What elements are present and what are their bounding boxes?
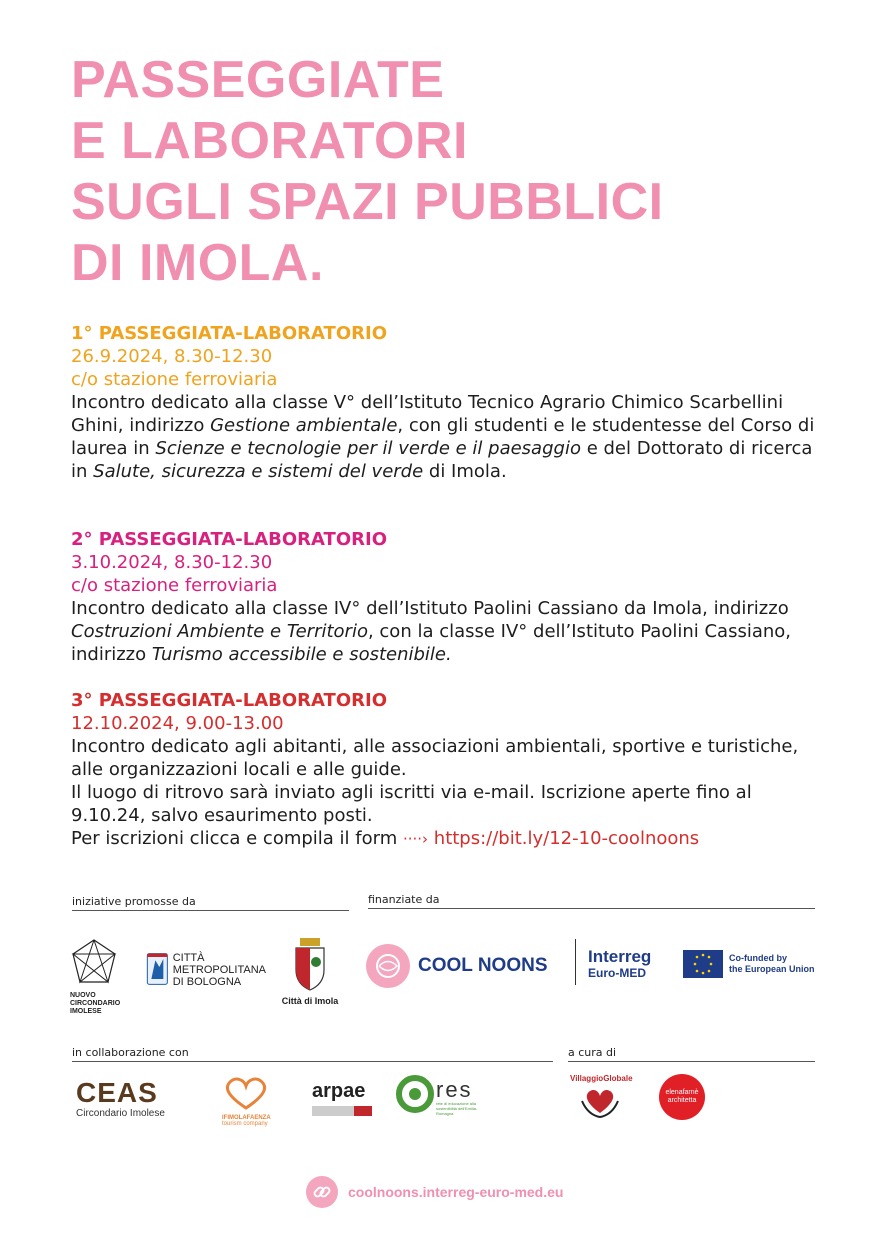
event-2-place: c/o stazione ferroviaria: [71, 575, 278, 596]
title-line-2: E LABORATORI: [71, 112, 468, 170]
circondario-label: NUOVO CIRCONDARIO IMOLESE: [70, 992, 121, 1015]
polyhedron-icon: [70, 938, 118, 988]
logo-ceas: [76, 1078, 165, 1119]
link-icon: [306, 1176, 338, 1208]
label-curated: a cura di: [568, 1046, 815, 1062]
logo-villaggio-globale: [570, 1074, 633, 1124]
logo-nuovo-circondario-imolese: [70, 938, 130, 1016]
res-label: res: [436, 1077, 473, 1102]
signup-link[interactable]: https://bit.ly/12-10-coolnoons: [433, 828, 700, 849]
event-2: [71, 528, 816, 666]
arpae-label: arpae: [312, 1080, 366, 1102]
page-title: [71, 50, 831, 294]
label-funded: finanziate da: [368, 893, 815, 909]
res-text: [436, 1079, 478, 1116]
event-3-meeting-info: Il luogo di ritrovo sarà inviato agli iscritti via e-mail. Iscrizione aperte fino al 9.10.24, salvo esaurimento posti.: [71, 782, 752, 826]
interreg-line-1: Interreg: [588, 947, 652, 966]
logo-res: [396, 1072, 478, 1116]
logo-eu: [683, 950, 815, 978]
ceas-label: CEAS: [76, 1077, 158, 1108]
text-italic: Gestione ambientale: [210, 415, 398, 436]
footer-url[interactable]: coolnoons.interreg-euro-med.eu: [348, 1184, 564, 1200]
interreg-line-2: Euro-MED: [588, 966, 646, 980]
event-1: [71, 322, 816, 483]
metro-line-1: CITTÀ: [172, 952, 205, 964]
divider: [575, 939, 576, 985]
label-promoted: iniziative promosse da: [72, 895, 349, 911]
text: di Imola.: [423, 461, 507, 482]
villaggio-label: VillaggioGlobale: [570, 1074, 633, 1083]
event-3-date: 12.10.2024, 9.00-13.00: [71, 713, 284, 734]
event-1-place: c/o stazione ferroviaria: [71, 369, 278, 390]
title-line-4: DI IMOLA.: [71, 234, 324, 292]
cool-noons-globe-icon: [366, 944, 410, 988]
res-sub: rete di educazione alla sostenibilità dell'Emilia-Romagna: [436, 1101, 478, 1116]
bologna-crest-icon: [146, 944, 169, 994]
logo-interreg: [588, 948, 651, 980]
event-3-heading: 3° PASSEGGIATA-LABORATORIO: [71, 690, 387, 711]
logo-elena-farne: [659, 1074, 705, 1120]
event-3-description: Incontro dedicato agli abitanti, alle associazioni ambientali, sportive e turistiche, alle organizzazioni locali e alle guide.: [71, 736, 799, 780]
text-italic: Turismo accessibile e sostenibile.: [151, 644, 452, 665]
leaf-ring-icon: [396, 1072, 434, 1116]
title-line-3: SUGLI SPAZI PUBBLICI: [71, 173, 664, 231]
event-1-date: 26.9.2024, 8.30-12.30: [71, 346, 273, 367]
footer-website[interactable]: [306, 1176, 563, 1208]
text-italic: Scienze e tecnologie per il verde e il paesaggio: [155, 438, 581, 459]
event-1-description: [71, 391, 816, 483]
eu-text: [729, 953, 815, 975]
logo-ifimolafaenza: [222, 1076, 271, 1127]
event-1-heading: 1° PASSEGGIATA-LABORATORIO: [71, 323, 387, 344]
event-2-heading: 2° PASSEGGIATA-LABORATORIO: [71, 529, 387, 550]
event-3: [71, 689, 816, 851]
logo-citta-di-imola: [275, 936, 345, 1006]
logo-arpae: [312, 1080, 372, 1116]
event-2-description: [71, 597, 816, 666]
event-3-signup: [71, 827, 816, 851]
metro-text: [173, 952, 266, 994]
text: , con gli studenti e le studentesse del Corso di laurea in: [71, 415, 815, 459]
ifimola-line-1: IFIMOLAFAENZA: [222, 1115, 271, 1121]
text-italic: Costruzioni Ambiente e Territorio: [71, 621, 368, 642]
heart-outline-icon: [222, 1076, 270, 1110]
hands-heart-icon: [578, 1083, 622, 1119]
label-collab: in collaborazione con: [72, 1046, 553, 1062]
eu-line-1: Co-funded by: [729, 953, 787, 963]
text: Per iscrizioni clicca e compila il form: [71, 828, 403, 849]
ceas-sub: Circondario Imolese: [76, 1108, 165, 1119]
arpae-bar: [312, 1106, 372, 1116]
eu-flag-icon: [683, 950, 723, 978]
ifimola-line-2: tourism company: [222, 1121, 268, 1127]
imola-crest-icon: [290, 936, 330, 992]
logo-cool-noons: [366, 944, 548, 988]
eu-line-2: the European Union: [729, 964, 815, 974]
elena-label: elenafarnè architetta: [665, 1089, 699, 1104]
dotted-arrow-icon: ····›: [402, 830, 429, 848]
metro-line-3: DI BOLOGNA: [172, 976, 242, 988]
text: e del Dottorato di ricerca in: [71, 438, 813, 482]
imola-label: Città di Imola: [281, 996, 339, 1006]
metro-line-2: METROPOLITANA: [172, 964, 266, 976]
cool-noons-label: COOL NOONS: [418, 955, 548, 976]
text: , con la classe IV° dell’Istituto Paolini Cassiano, indirizzo: [71, 621, 792, 665]
text-italic: Salute, sicurezza e sistemi del verde: [93, 461, 424, 482]
event-2-date: 3.10.2024, 8.30-12.30: [71, 552, 273, 573]
text: Incontro dedicato alla classe V° dell’Istituto Tecnico Agrario Chimico Scarbellini Ghini, indirizzo: [71, 392, 784, 436]
title-line-1: PASSEGGIATE: [71, 51, 445, 109]
logo-citta-metropolitana: [146, 944, 266, 994]
text: Incontro dedicato alla classe IV° dell’Istituto Paolini Cassiano da Imola, indirizzo: [71, 598, 789, 619]
